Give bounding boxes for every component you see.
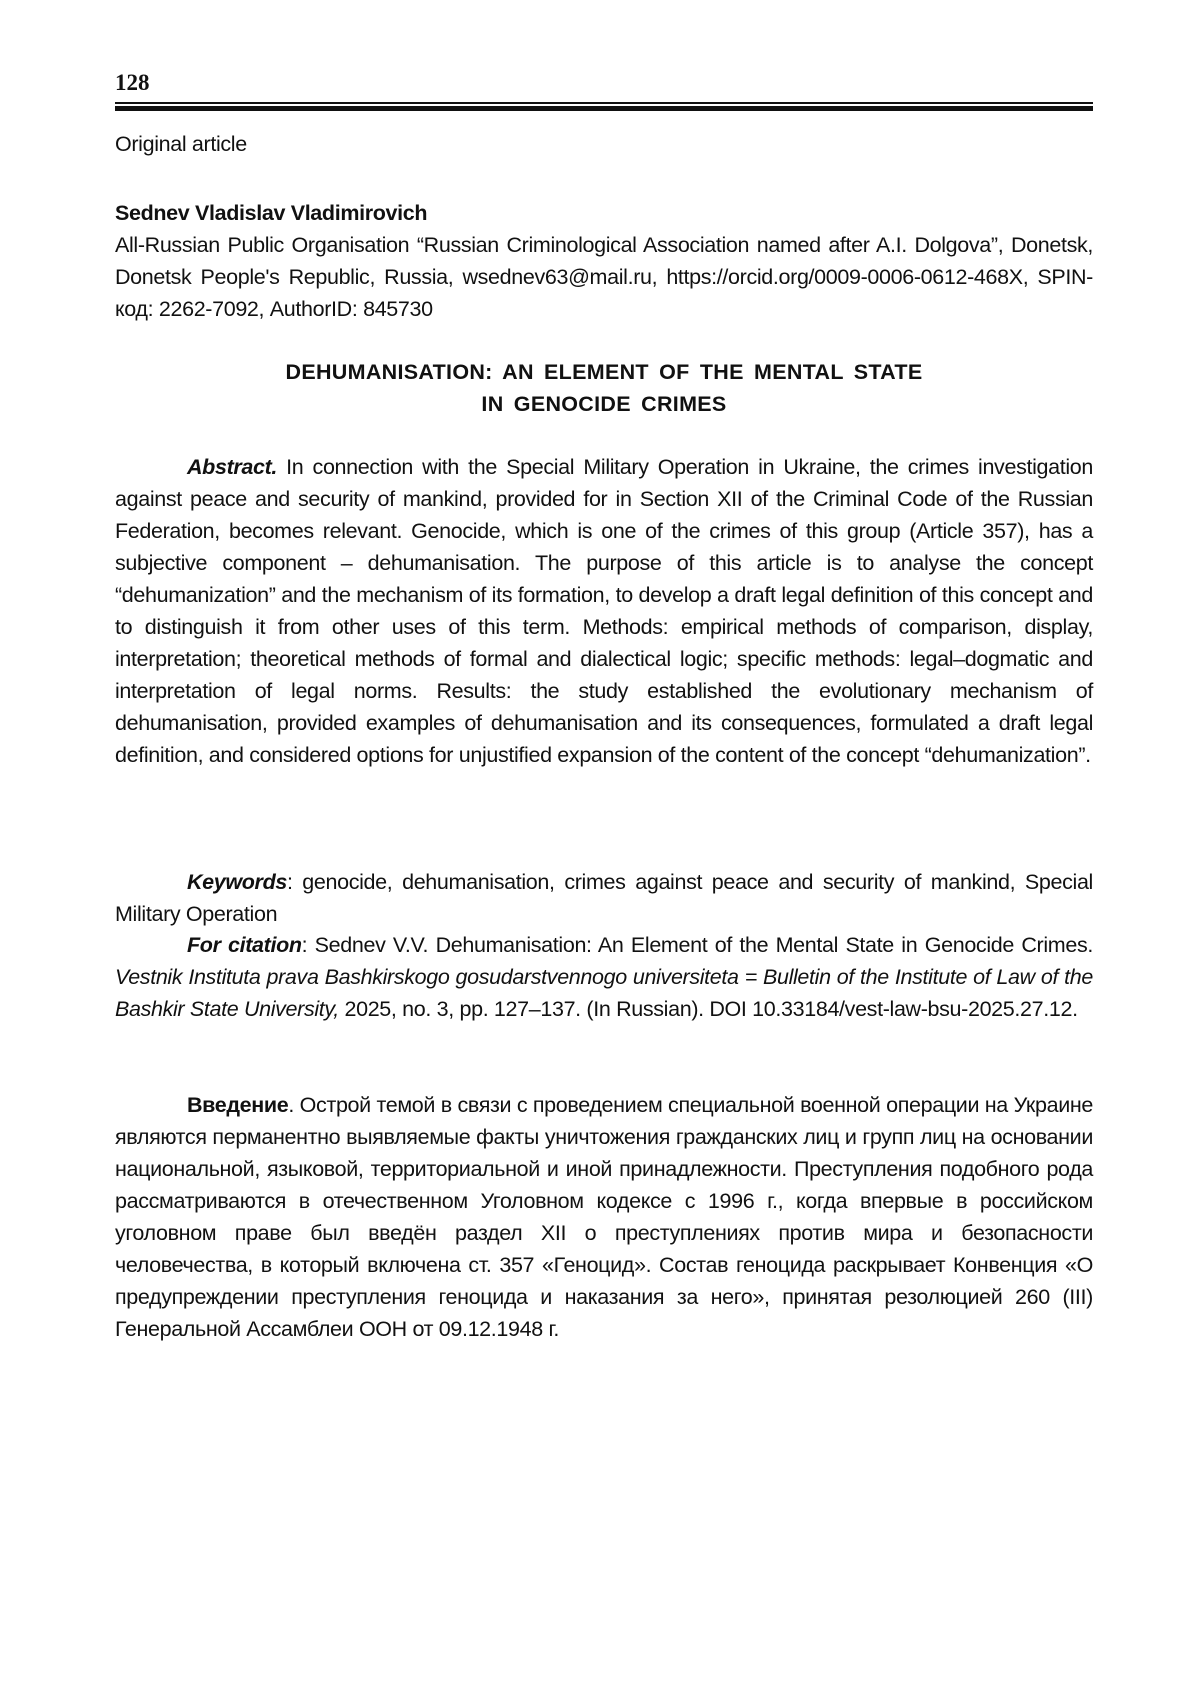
- article-type: Original article: [115, 132, 247, 156]
- citation-text: : Sednev V.V. Dehumanisation: An Element of the Mental State in Genocide Crimes.: [301, 933, 1093, 957]
- citation-details: 2025, no. 3, pp. 127–137. (In Russian). DOI 10.33184/vest-law-bsu-2025.27.12.: [338, 997, 1078, 1021]
- page-number: 128: [115, 70, 150, 95]
- header-rule-thin: [115, 102, 1093, 104]
- header-rule-thick: [115, 106, 1093, 111]
- keywords: [115, 866, 1093, 930]
- title-line-1: DEHUMANISATION: AN ELEMENT OF THE MENTAL STATE: [285, 360, 923, 384]
- abstract: [115, 451, 1093, 771]
- abstract-label: Abstract.: [187, 455, 278, 479]
- citation-journal: Vestnik Instituta prava Bashkirskogo gosudarstvennogo universiteta = Bulletin of the Institute of Law of the Bashkir State University,: [115, 965, 1093, 1021]
- keywords-label: Keywords: [187, 870, 287, 894]
- abstract-text: In connection with the Special Military Operation in Ukraine, the crimes investigation against peace and security of mankind, provided for in Section XII of the Criminal Code of the Russian Federation, becomes relevant. Genocide, which is one of the crimes of this group (Article 357), has a subjective component – dehumanisation. The purpose of this article is to analyse the concept “dehumanization” and the mechanism of its formation, to develop a draft legal definition of this concept and to distinguish it from other uses of this term. Methods: empirical methods of comparison, display, interpretation; theoretical methods of formal and dialectical logic; specific methods: legal–dogmatic and interpretation of legal norms. Results: the study established the evolutionary mechanism of dehumanisation, provided examples of dehumanisation and its consequences, formulated a draft legal definition, and considered options for unjustified expansion of the content of the concept “dehumanization”.: [115, 455, 1093, 767]
- article-title: [115, 356, 1093, 420]
- keywords-text: : genocide, dehumanisation, crimes against peace and security of mankind, Special Military Operation: [115, 870, 1093, 926]
- citation: [115, 929, 1093, 1025]
- author-affiliation: All-Russian Public Organisation “Russian Criminological Association named after A.I. Dolgova”, Donetsk, Donetsk People's Republic, Russia, wsednev63@mail.ru, https://orcid.org/0009-0006-0612-468X, SPIN-код: 2262-7092, AuthorID: 845730: [115, 233, 1093, 321]
- author-name: Sednev Vladislav Vladimirovich: [115, 201, 428, 225]
- intro-text: . Острой темой в связи с проведением специальной военной операции на Украине являются перманентно выявляемые факты уничтожения гражданских лиц и групп лиц на основании национальной, языковой, территориальной и иной принадлежности. Преступления подобного рода рассматриваются в отечественном Уголовном кодексе с 1996 г., когда впервые в российском уголовном праве был введён раздел XII о преступлениях против мира и безопасности человечества, в который включена ст. 357 «Геноцид». Состав геноцида раскрывает Конвенция «О предупреждении преступления геноцида и наказания за него», принятая резолюцией 260 (III) Генеральной Ассамблеи ООН от 09.12.1948 г.: [115, 1093, 1093, 1341]
- introduction: [115, 1089, 1093, 1345]
- intro-label: Введение: [187, 1093, 289, 1117]
- citation-label: For citation: [187, 933, 302, 957]
- title-line-2: IN GENOCIDE CRIMES: [481, 392, 727, 416]
